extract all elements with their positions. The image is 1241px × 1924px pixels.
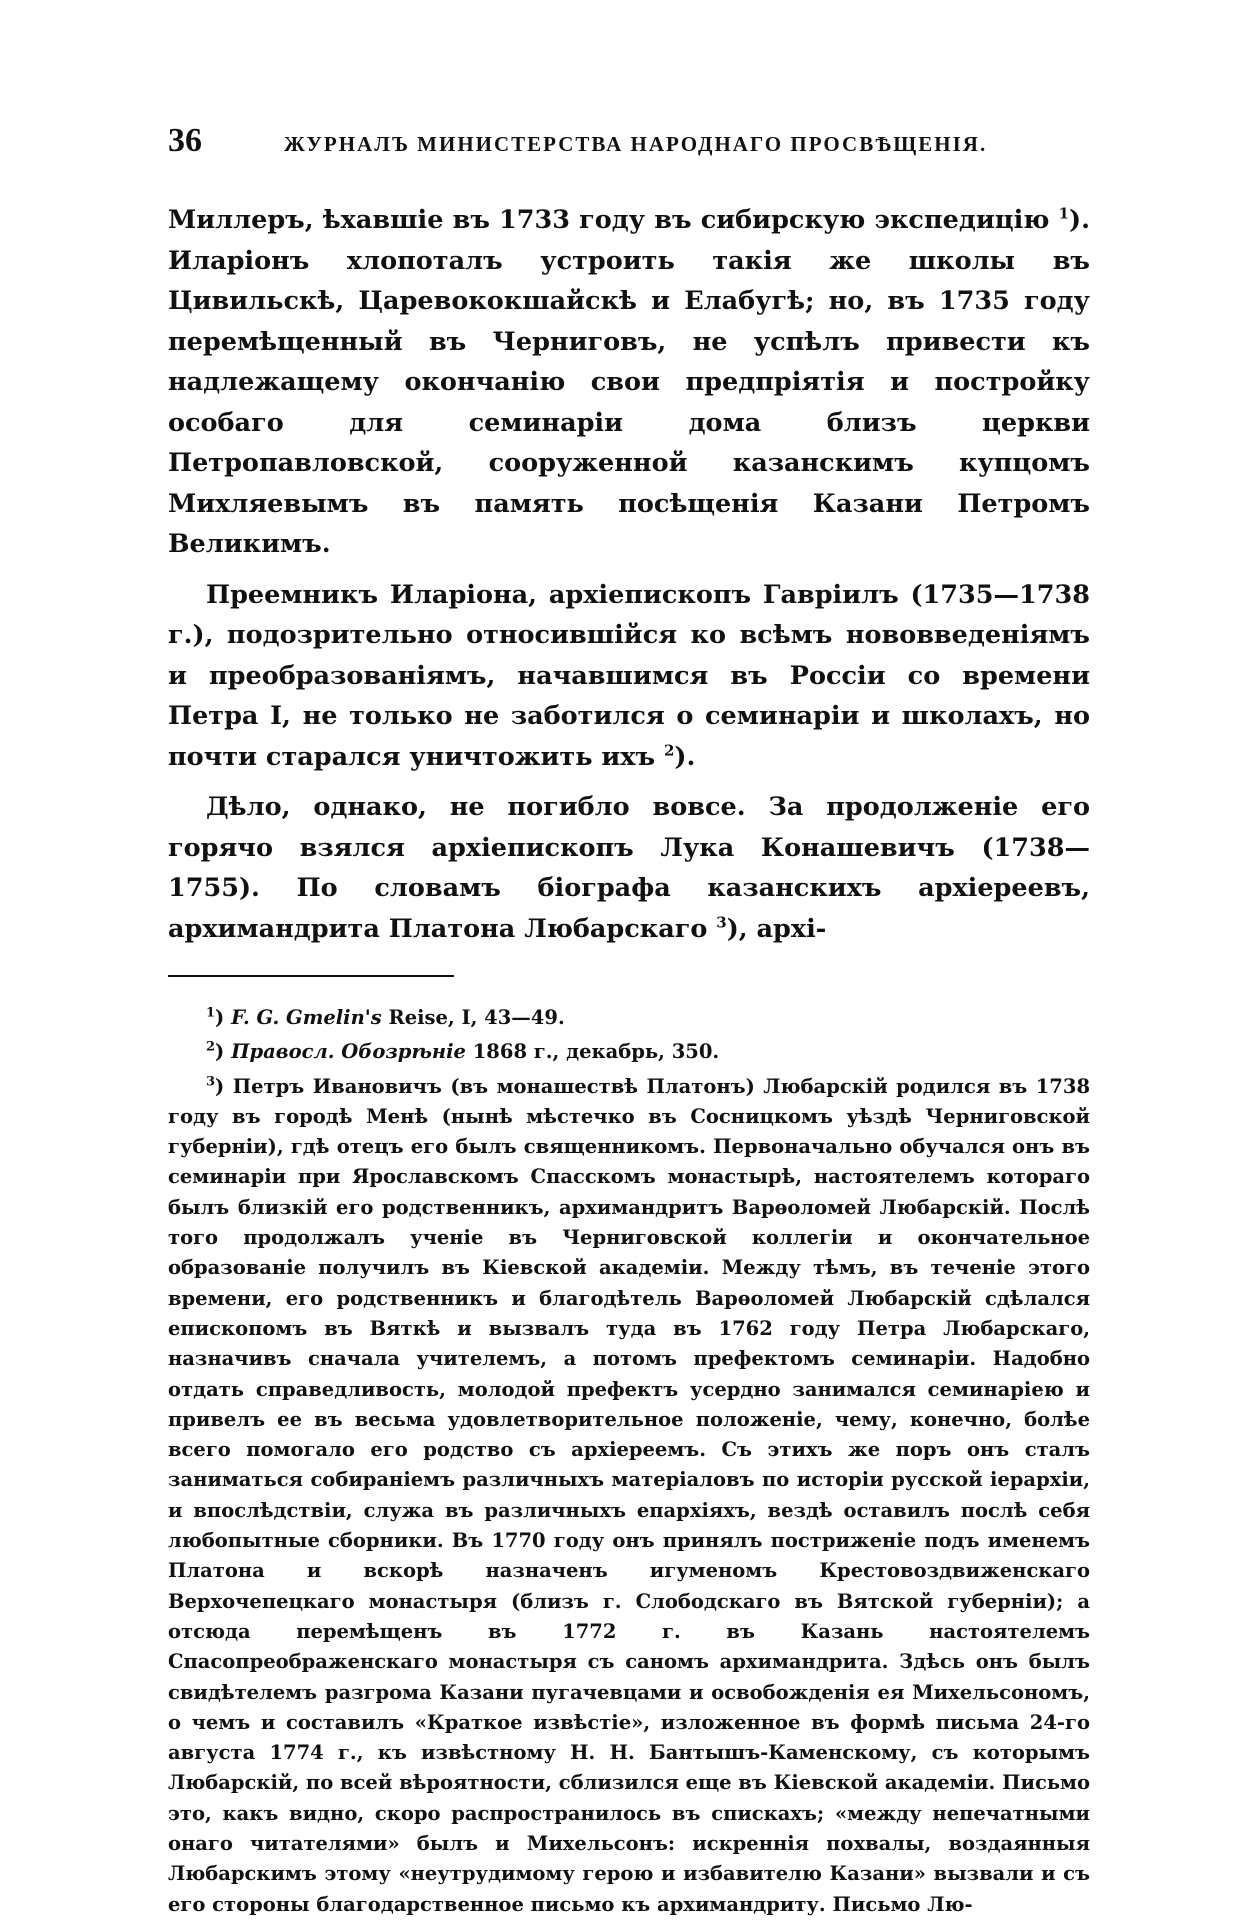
paragraph-2-text-b: ). xyxy=(674,741,696,772)
footnote-1: $^1$) F. G. Gmelin's Reise, I, 43—49. xyxy=(206,1005,565,1029)
footnote-1-italic: F. G. Gmelin's xyxy=(231,1006,382,1029)
paragraph-2 xyxy=(168,575,1090,778)
paragraph-2-text-a: Преемникъ Иларіона, архіепископъ Гавріилъ (1735—1738 г.), подозрительно относившійся ко всѣмъ нововведеніямъ и преобразованіямъ, начавшимся въ Россіи со времени Петра I, не только не заботился о семинаріи и школахъ, но почти старался уничтожить ихъ xyxy=(168,579,1090,772)
paragraph-3-text-a: Дѣло, однако, не погибло вовсе. За продолженіе его горячо взялся архіепископъ Лука Конашевичъ (1738—1755). По словамъ біографа казанскихъ архіереевъ, архимандрита Платона Любарскаго xyxy=(168,792,1090,944)
paragraph-3-text-b: ), архі- xyxy=(726,913,827,944)
footnote-divider xyxy=(168,975,454,977)
paragraph-1-text-a: Миллеръ, ѣхавшіе въ 1733 году въ сибирскую экспедицію xyxy=(168,205,1050,235)
footnote-1-mark: 1 xyxy=(206,1005,216,1021)
paragraph-1 xyxy=(168,200,1090,565)
footnote-2-italic: Правосл. Обозрѣніе xyxy=(231,1040,466,1064)
footnote-ref-2: 2 xyxy=(663,741,675,759)
footnote-2-mark: 2 xyxy=(206,1039,216,1055)
footnote-ref-3: 3 xyxy=(716,913,727,931)
paragraph-1-text-b: ). Иларіонъ хлопоталъ устроить такія же школы въ Цивильскѣ, Царевококшайскѣ и Елабугѣ; но, въ 1735 году перемѣщенный въ Черниговъ, не успѣлъ привести къ надлежащему окончанію свои предпріятія и постройку особаго для семинаріи дома близъ церкви Петропавловской, сооруженной казанскимъ купцомъ Михляевымъ въ память посѣщенія Казани Петромъ Великимъ. xyxy=(168,205,1090,559)
footnotes xyxy=(168,1003,1090,1920)
page-number: 36 xyxy=(168,122,202,159)
footnote-3: $^3$) Петръ Ивановичъ (въ монашествѣ Платонъ) Любарскій родился въ 1738 году въ городѣ Менѣ (нынѣ мѣстечко въ Сосницкомъ уѣздѣ Черниговской губерніи), гдѣ отецъ его былъ священникомъ. Первоначально обучался онъ въ семинаріи при Ярославскомъ Спасскомъ монастырѣ, настоятелемъ котораго былъ близкій его родственникъ, архимандритъ Варѳоломей Любарскій. Послѣ того продолжалъ ученіе въ Черниговской коллегіи и окончательное образованіе получилъ въ Кіевской академіи. Между тѣмъ, въ теченіе этого времени, его родственникъ и благодѣтель Варѳоломей Любарскій сдѣлался епископомъ въ Вяткѣ и вызвалъ туда въ 1762 году Петра Любарскаго, назначивъ сначала учителемъ, а потомъ префектомъ семинаріи. Надобно отдать справедливость, молодой префектъ усердно занимался семинаріею и привелъ ее въ весьма удовлетворительное положеніе, чему, конечно, болѣе всего помогало его родство съ архіереемъ. Съ этихъ же поръ онъ сталъ заниматься собираніемъ различныхъ матеріаловъ по исторіи русской іерархіи, и впослѣдствіи, служа въ различныхъ епархіяхъ, вездѣ оставилъ послѣ себя любопытные сборники. Въ 1770 году онъ принялъ постриженіе подъ именемъ Платона и вскорѣ назначенъ игуменомъ Крестовоздвиженскаго Верхочепецкаго монастыря (близъ г. Слободскаго въ Вятской губерніи); а отсюда перемѣщенъ въ 1772 г. въ Казань настоятелемъ Спасопреображенскаго монастыря съ саномъ архимандрита. Здѣсь онъ былъ свидѣтелемъ разгрома Казани пугачевцами и освобожденія ея Михельсономъ, о чемъ и составилъ «Краткое извѣстіе», изложенное въ формѣ письма 24-го августа 1774 г., къ извѣстному Н. Н. Бантышъ-Каменскому, съ которымъ Любарскій, по всей вѣроятности, сблизился еще въ Кіевской академіи. Письмо это, какъ видно, скоро распространилось въ спискахъ; «между непечатными онаго читателями» былъ и Михельсонъ: искреннія похвалы, воздаянныя Любарскимъ этому «неутрудимому герою и избавителю Казани» вызвали и съ его стороны благодарственное письмо къ архимандриту. Письмо Лю- xyxy=(168,1074,1091,1916)
footnote-2-text: 1868 г., декабрь, 350. xyxy=(465,1040,720,1064)
footnote-1-text: Reise, I, 43—49. xyxy=(381,1006,565,1029)
footnote-2: $^2$) Правосл. Обозрѣніе 1868 г., декабрь, 350. xyxy=(206,1039,720,1064)
book-page xyxy=(168,122,1090,1924)
footnote-ref-1: 1 xyxy=(1058,204,1070,223)
footnote-3-text: Петръ Ивановичъ (въ монашествѣ Платонъ) Любарскій родился въ 1738 году въ городѣ Менѣ (нынѣ мѣстечко въ Сосницкомъ уѣздѣ Черниговской губерніи), гдѣ отецъ его былъ священникомъ. Первоначально обучался онъ въ семинаріи при Ярославскомъ Спасскомъ монастырѣ, настоятелемъ котораго былъ близкій его родственникъ, архимандритъ Варѳоломей Любарскій. Послѣ того продолжалъ ученіе въ Черниговской коллегіи и окончательное образованіе получилъ въ Кіевской академіи. Между тѣмъ, въ теченіе этого времени, его родственникъ и благодѣтель Варѳоломей Любарскій сдѣлался епископомъ въ Вяткѣ и вызвалъ туда въ 1762 году Петра Любарскаго, назначивъ сначала учителемъ, а потомъ префектомъ семинаріи. Надобно отдать справедливость, молодой префектъ усердно занимался семинаріею и привелъ ее въ весьма удовлетворительное положеніе, чему, конечно, болѣе всего помогало его родство съ архіереемъ. Съ этихъ же поръ онъ сталъ заниматься собираніемъ различныхъ матеріаловъ по исторіи русской іерархіи, и впослѣдствіи, служа въ различныхъ епархіяхъ, вездѣ оставилъ послѣ себя любопытные сборники. Въ 1770 году онъ принялъ постриженіе подъ именемъ Платона и вскорѣ назначенъ игуменомъ Крестовоздвиженскаго Верхочепецкаго монастыря (близъ г. Слободскаго въ Вятской губерніи); а отсюда перемѣщенъ въ 1772 г. въ Казань настоятелемъ Спасопреображенскаго монастыря съ саномъ архимандрита. Здѣсь онъ былъ свидѣтелемъ разгрома Казани пугачевцами и освобожденія ея Михельсономъ, о чемъ и составилъ «Краткое извѣстіе», изложенное въ формѣ письма 24-го августа 1774 г., къ извѣстному Н. Н. Бантышъ-Каменскому, съ которымъ Любарскій, по всей вѣроятности, сблизился еще въ Кіевской академіи. Письмо это, какъ видно, скоро распространилось въ спискахъ; «между непечатными онаго читателями» былъ и Михельсонъ: искреннія похвалы, воздаянныя Любарскимъ этому «неутрудимому герою и избавителю Казани» вызвали и съ его стороны благодарственное письмо къ архимандриту. Письмо Лю- xyxy=(168,1074,1091,1916)
paragraph-3 xyxy=(168,787,1090,949)
footnote-3-mark: 3 xyxy=(206,1074,216,1090)
main-text xyxy=(168,200,1090,949)
journal-title: ЖУРНАЛЪ МИНИСТЕРСТВА НАРОДНАГО ПРОСВѢЩЕНІЯ. xyxy=(284,132,988,156)
running-header xyxy=(168,122,1090,170)
